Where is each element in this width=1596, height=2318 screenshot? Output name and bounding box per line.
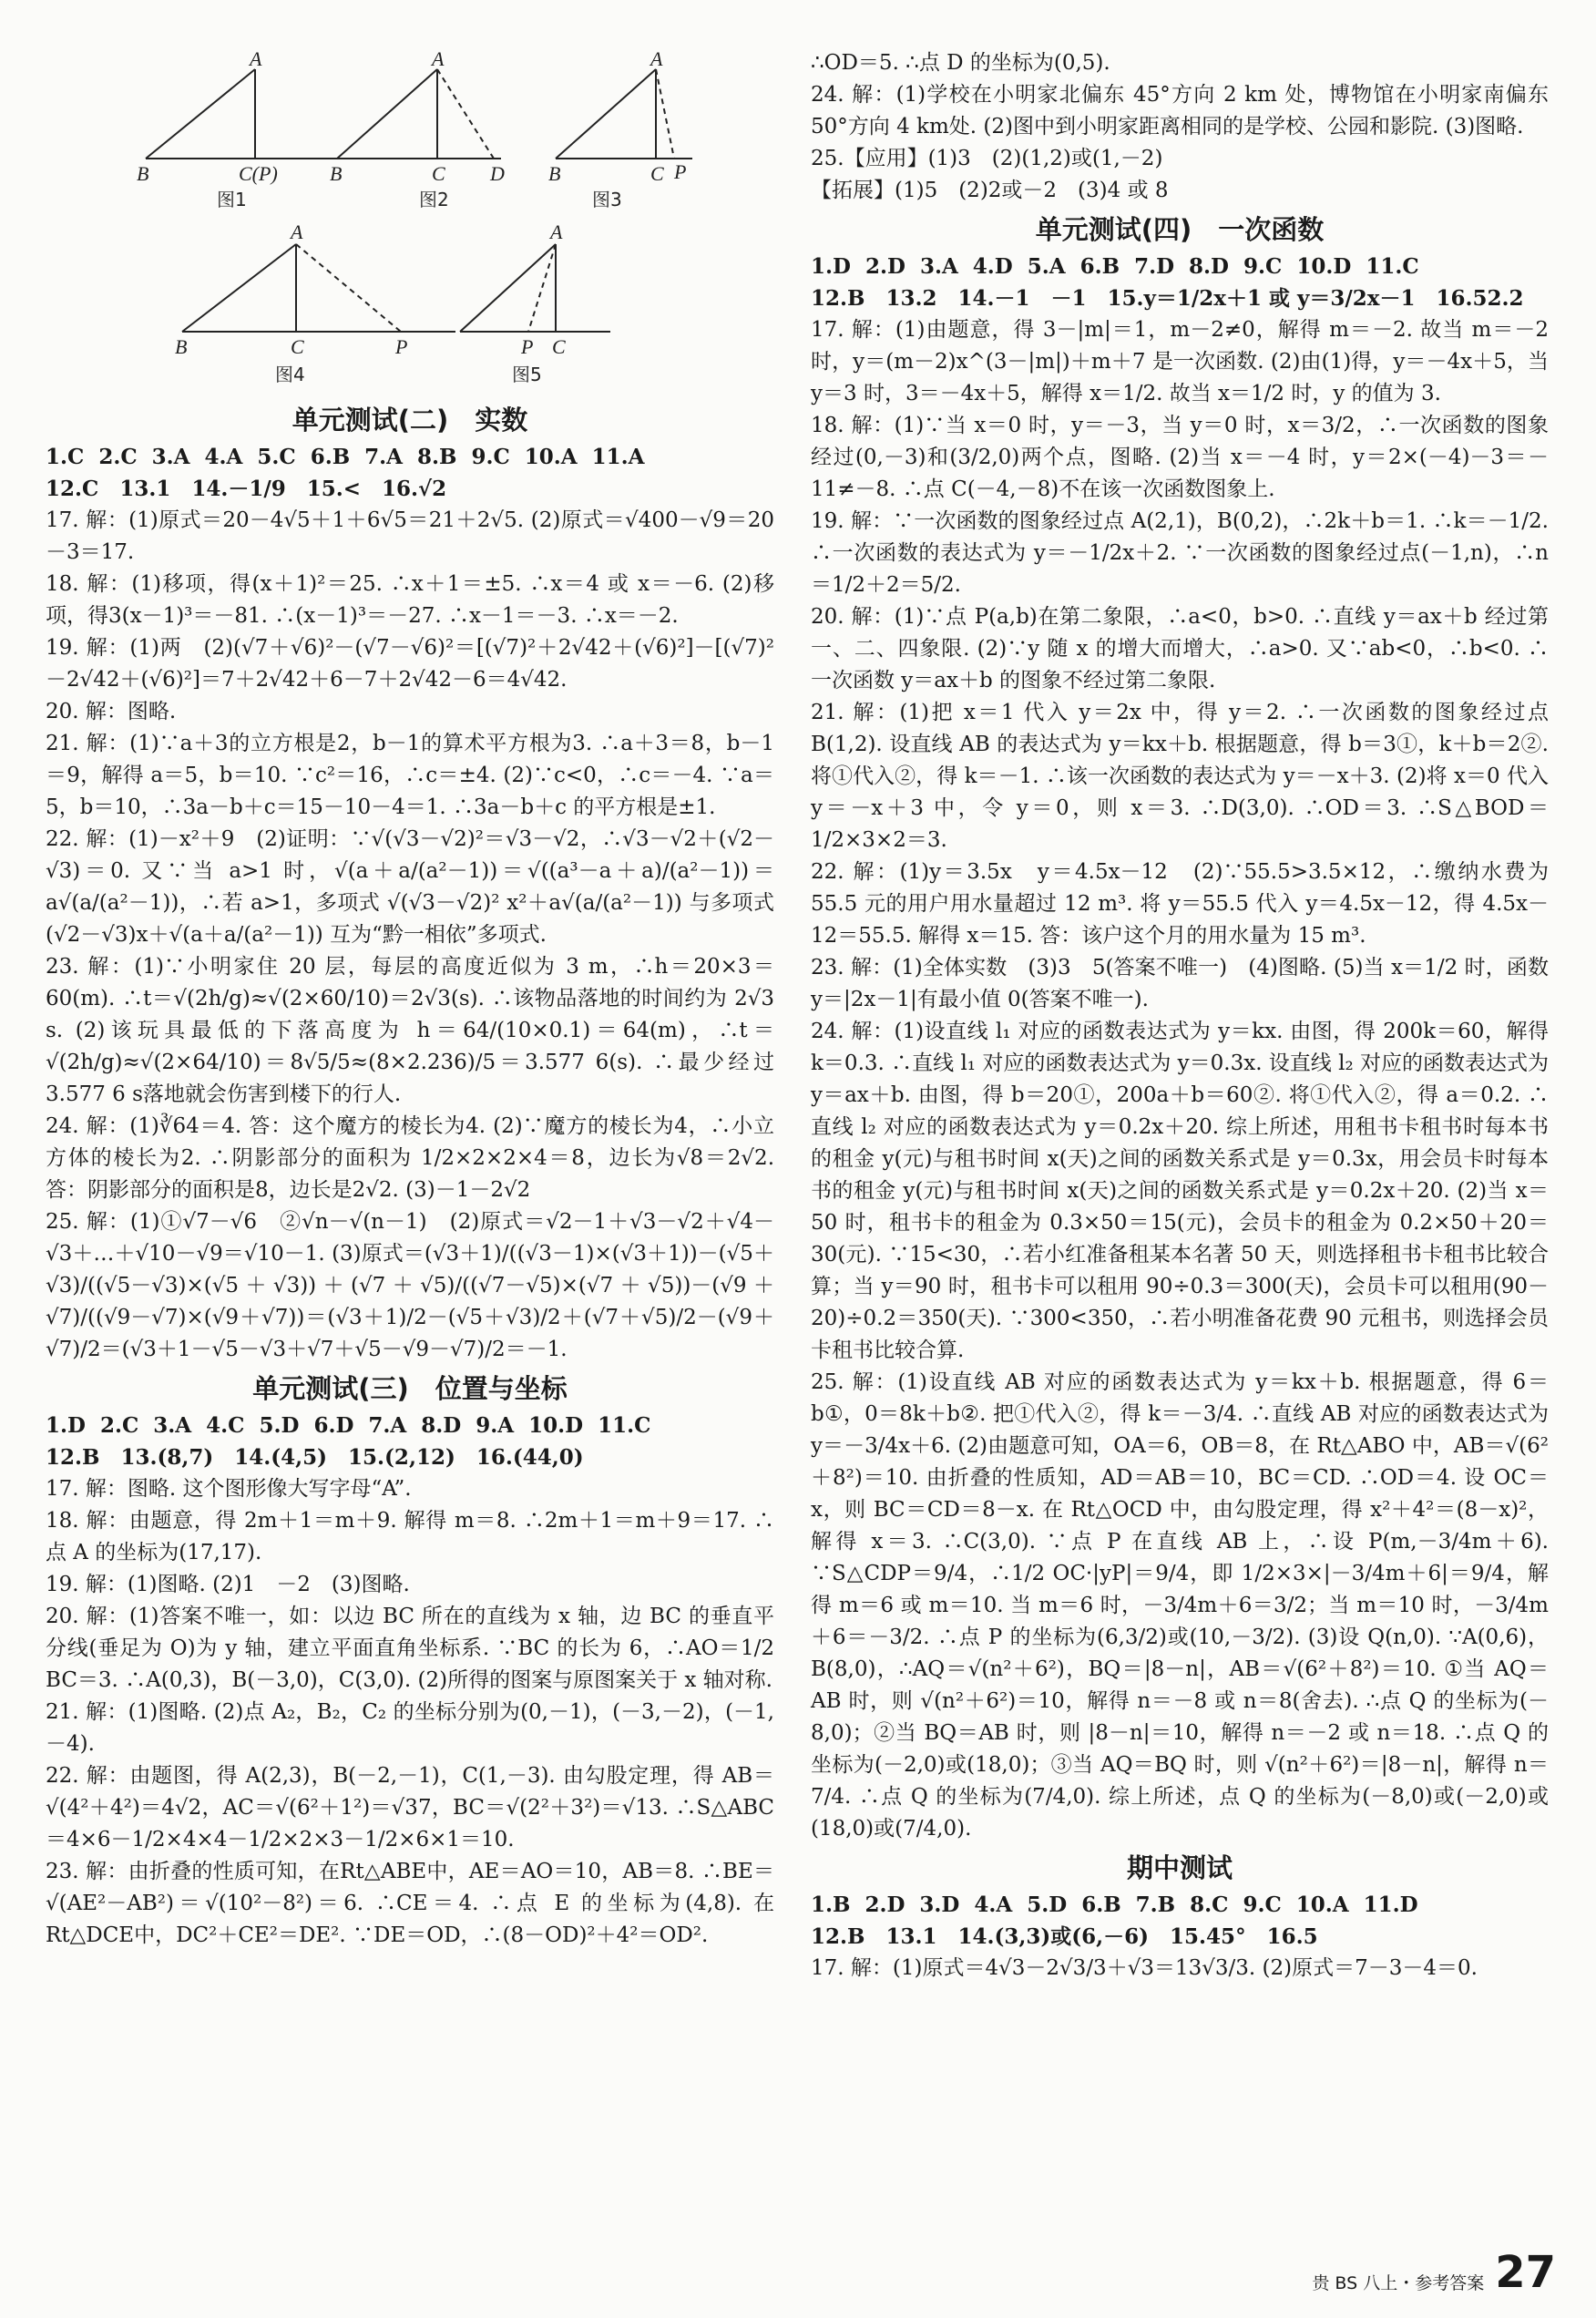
answer-item: 22. 解：(1)－x²＋9 (2)证明：∵√(√3－√2)²＝√3－√2，∴√3－√2＋(√2－√3)＝0. 又∵当 a>1 时，√(a＋a/(a²－1))＝√((a³－a＋a)/(a²－1))＝a√(a/(a²－1))，∴若 a>1，多项式 √(√3－√2)² x²＋a√(a/(a²－1)) 与多项式 (√2－√3)x＋√(a＋a/(a²－1)) 互为“黔一相依”多项式. — [46, 827, 774, 947]
answer-item: 【拓展】(1)5 (2)2或－2 (3)4 或 8 — [811, 179, 1169, 202]
answer-item: 21. 解：(1)∵a＋3的立方根是2，b－1的算术平方根为3. ∴a＋3＝8，b－1＝9，解得 a＝5，b＝10. ∵c²＝16，∴c＝±4. (2)∵c<0，∴c＝－4. ∵a＝5，b＝10，∴3a－b＋c＝15－10－4＝1. ∴3a－b＋c 的平方根是±1. — [46, 732, 774, 819]
answer-item: 23. 解：由折叠的性质可知，在Rt△ABE中，AE＝AO＝10，AB＝8. ∴BE＝√(AE²－AB²)＝√(10²－8²)＝6. ∴CE＝4. ∴点 E 的坐标为(4,8). 在Rt△DCE中，DC²＋CE²＝DE². ∵DE＝OD，∴(8－OD)²＋4²＝OD². — [46, 1860, 774, 1947]
answer-item: 21. 解：(1)图略. (2)点 A₂，B₂，C₂ 的坐标分别为(0,－1)，(－3,－2)，(－1,－4). — [46, 1700, 774, 1756]
answer-item: 24. 解：(1)设直线 l₁ 对应的函数表达式为 y＝kx. 由图，得 200k＝60，解得 k＝0.3. ∴直线 l₁ 对应的函数表达式为 y＝0.3x. 设直线 l₂ 对应的函数表达式为 y＝ax＋b. 由图，得 b＝20①，200a＋b＝60②. 将①代入②，得 a＝0.2. ∴直线 l₂ 对应的函数表达式为 y＝0.2x＋20. 综上所述，用租书卡租书时每本书的租金 y(元)与租书时间 x(天)之间的函数关系式是 y＝0.3x，用会员卡时每本书的租金 y(元)与租书时间 x(天)之间的函数关系式是 y＝0.2x＋20. (2)当 x＝50 时，租书卡的租金为 0.3×50＝15(元)，会员卡的租金为 0.2×50＋20＝30(元). ∵15<30，∴若小红准备租某本名著 50 天，则选择租书卡租书比较合算；当 y＝90 时，租书卡可以租用 90÷0.3＝300(天)，会员卡可以租用(90－20)÷0.2＝350(天). ∵300<350，∴若小明准备花费 90 元租书，则选择会员卡租书比较合算. — [811, 1020, 1550, 1362]
midterm-answers-row1: 1.B 2.D 3.D 4.A 5.D 6.B 7.B 8.C 9.C 10.A 11.D — [811, 1892, 1418, 1917]
f5-label: P — [521, 335, 534, 358]
answer-item: 18. 解：(1)∵当 x＝0 时，y＝－3，当 y＝0 时，x＝3/2，∴一次函数的图象经过(0,－3)和(3/2,0)两个点，图略. (2)当 x＝－4 时，y＝2×(－4)－3＝－11≠－8. ∴点 C(－4,－8)不在该一次函数图象上. — [811, 414, 1549, 501]
geometry-figures — [46, 51, 774, 397]
unit2-answers-row1: 1.C 2.C 3.A 4.A 5.C 6.B 7.A 8.B 9.C 10.A 11.A — [46, 445, 645, 469]
f2-label: B — [330, 162, 343, 185]
figure-caption: 图5 — [512, 364, 542, 385]
f2-label: C — [432, 162, 445, 185]
f5-label: C — [552, 335, 566, 358]
f1-label: C(P) — [239, 162, 278, 185]
f1-label: B — [137, 162, 149, 185]
footer-label: 贵 BS 八上・参考答案 — [1312, 2273, 1485, 2293]
answer-item: 25.【应用】(1)3 (2)(1,2)或(1,－2) — [811, 147, 1163, 170]
answer-item: 17. 解：(1)由题意，得 3－|m|＝1，m－2≠0，解得 m＝－2. 故当 m＝－2 时，y＝(m－2)x^(3－|m|)＋m＋7 是一次函数. (2)由(1)得，y＝－4x＋5，当 y＝3 时，3＝－4x＋5，解得 x＝1/2. 故当 x＝1/2 时，y 的值为 3. — [811, 318, 1549, 405]
right-column — [811, 47, 1549, 1985]
unit2-title: 单元测试(二) 实数 — [292, 405, 528, 436]
f3-label: A — [650, 51, 663, 70]
page-footer — [1312, 2247, 1556, 2298]
midterm-answers-row2: 12.B 13.1 14.(3,3)或(6,－6) 15.45° 16.5 — [811, 1924, 1318, 1949]
f5-label: A — [550, 221, 563, 243]
f1-label: A — [250, 51, 262, 70]
answer-item: 17. 解：图略. 这个图形像大写字母“A”. — [46, 1477, 412, 1501]
unit4-answers-row2: 12.B 13.2 14.－1 －1 15.y＝1/2x＋1 或 y＝3/2x－1 16.52.2 — [811, 286, 1524, 311]
f4-label: B — [175, 335, 188, 358]
f4-label: C — [291, 335, 304, 358]
figure-group — [46, 51, 774, 397]
answer-item: 23. 解：(1)∵小明家住 20 层，每层的高度近似为 3 m，∴h＝20×3＝60(m). ∴t＝√(2h/g)≈√(2×60/10)＝2√3(s). ∴该物品落地的时间约为 2√3 s. (2)该玩具最低的下落高度为 h＝64/(10×0.1)＝64(m)，∴t＝√(2h/g)≈√(2×64/10)＝8√5/5≈(8×2.236)/5＝3.577 6(s). ∴最少经过 3.577 6 s落地就会伤害到楼下的行人. — [46, 955, 774, 1106]
f4-label: P — [395, 335, 408, 358]
figure-caption: 图3 — [592, 189, 622, 210]
answer-item: 19. 解：(1)两 (2)(√7＋√6)²－(√7－√6)²＝[(√7)²＋2√42＋(√6)²]－[(√7)²－2√42＋(√6)²]＝7＋2√42＋6－7＋2√42－6＝4√42. — [46, 636, 774, 692]
answer-item: 18. 解：由题意，得 2m＋1＝m＋9. 解得 m＝8. ∴2m＋1＝m＋9＝17. ∴点 A 的坐标为(17,17). — [46, 1509, 774, 1564]
unit3-answers-row1: 1.D 2.C 3.A 4.C 5.D 6.D 7.A 8.D 9.A 10.D 11.C — [46, 1413, 651, 1438]
f3-label: P — [674, 160, 687, 183]
page-number: 27 — [1495, 2247, 1556, 2298]
f3-label: C — [650, 162, 664, 185]
unit2-answers-row2: 12.C 13.1 14.－1/9 15.< 16.√2 — [46, 477, 447, 501]
answer-item: 19. 解：∵一次函数的图象经过点 A(2,1)，B(0,2)，∴2k＋b＝1. ∴k＝－1/2. ∴一次函数的表达式为 y＝－1/2x＋2. ∵一次函数的图象经过点(－1,n)，∴n＝1/2＋2＝5/2. — [811, 509, 1549, 597]
answer-item: 24. 解：(1)学校在小明家北偏东 45°方向 2 km 处，博物馆在小明家南偏东 50°方向 4 km处. (2)图中到小明家距离相同的是学校、公园和影院. (3)图略. — [811, 83, 1549, 138]
unit4-answers-row1: 1.D 2.D 3.A 4.D 5.A 6.B 7.D 8.D 9.C 10.D 11.C — [811, 254, 1419, 279]
f3-label: B — [548, 162, 561, 185]
answer-item: ∴OD＝5. ∴点 D 的坐标为(0,5). — [811, 51, 1110, 75]
answer-item: 20. 解：图略. — [46, 700, 177, 723]
answer-item: 20. 解：(1)答案不唯一，如：以边 BC 所在的直线为 x 轴，边 BC 的垂直平分线(垂足为 O)为 y 轴，建立平面直角坐标系. ∵BC 的长为 6，∴AO＝1/2 BC＝3. ∴A(0,3)，B(－3,0)，C(3,0). (2)所得的图案与原图案关于 x 轴对称. — [46, 1605, 774, 1692]
answer-item: 17. 解：(1)原式＝20－4√5＋1＋6√5＝21＋2√5. (2)原式＝√400－√9＝20－3＝17. — [46, 508, 774, 564]
answer-item: 25. 解：(1)①√7－√6 ②√n－√(n－1) (2)原式＝√2－1＋√3－√2＋√4－√3＋…＋√10－√9＝√10－1. (3)原式＝(√3＋1)/((√3－1)×(√3＋1))－(√5＋√3)/((√5－√3)×(√5＋√3))＋(√7＋√5)/((√7－√5)×(√7＋√5))－(√9＋√7)/((√9－√7)×(√9＋√7))＝(√3＋1)/2－(√5＋√3)/2＋(√7＋√5)/2－(√9＋√7)/2＝(√3＋1－√5－√3＋√7＋√5－√9－√7)/2＝－1. — [46, 1210, 774, 1361]
answer-item: 24. 解：(1)∛64＝4. 答：这个魔方的棱长为4. (2)∵魔方的棱长为4，∴小立方体的棱长为2. ∴阴影部分的面积为 1/2×2×2×4＝8，边长为√8＝2√2. 答：阴影部分的面积是8，边长是2√2. (3)－1－2√2 — [46, 1114, 774, 1202]
unit3-answers-row2: 12.B 13.(8,7) 14.(4,5) 15.(2,12) 16.(44,0) — [46, 1445, 584, 1470]
unit3-title: 单元测试(三) 位置与坐标 — [252, 1373, 568, 1404]
f2-label: D — [490, 162, 505, 185]
answer-item: 25. 解：(1)设直线 AB 对应的函数表达式为 y＝kx＋b. 根据题意，得 6＝b①，0＝8k＋b②. 把①代入②，得 k＝－3/4. ∴直线 AB 对应的函数表达式为 y＝－3/4x＋6. (2)由题意可知，OA＝6，OB＝8，在 Rt△ABO 中，AB＝√(6²＋8²)＝10. 由折叠的性质知，AD＝AB＝10，BC＝CD. ∴OD＝4. 设 OC＝x，则 BC＝CD＝8－x. 在 Rt△OCD 中，由勾股定理，得 x²＋4²＝(8－x)²，解得 x＝3. ∴C(3,0). ∵点 P 在直线 AB 上，∴设 P(m,－3/4m＋6). ∵S△CDP＝9/4，∴1/2 OC·|yP|＝9/4，即 1/2×3×|－3/4m＋6|＝9/4，解得 m＝6 或 m＝10. 当 m＝6 时，－3/4m＋6＝3/2；当 m＝10 时，－3/4m＋6＝－3/2. ∴点 P 的坐标为(6,3/2)或(10,－3/2). (3)设 Q(n,0). ∵A(0,6)，B(8,0)，∴AQ＝√(n²＋6²)，BQ＝|8－n|，AB＝√(6²＋8²)＝10. ①当 AQ＝AB 时，则 √(n²＋6²)＝10，解得 n＝－8 或 n＝8(舍去). ∴点 Q 的坐标为(－8,0)；②当 BQ＝AB 时，则 |8－n|＝10，解得 n＝－2 或 n＝18. ∴点 Q 的坐标为(－2,0)或(18,0)；③当 AQ＝BQ 时，则 √(n²＋6²)＝|8－n|，解得 n＝7/4. ∴点 Q 的坐标为(7/4,0). 综上所述，点 Q 的坐标为(－8,0)或(－2,0)或(18,0)或(7/4,0). — [811, 1370, 1549, 1841]
f2-label: A — [432, 51, 445, 70]
figure-caption: 图4 — [275, 364, 305, 385]
midterm-title: 期中测试 — [1126, 1852, 1233, 1883]
answer-item: 22. 解：由题图，得 A(2,3)，B(－2,－1)，C(1,－3). 由勾股定理，得 AB＝√(4²＋4²)＝4√2，AC＝√(6²＋1²)＝√37，BC＝√(2²＋3²)＝√13. ∴S△ABC＝4×6－1/2×4×4－1/2×2×3－1/2×6×1＝10. — [46, 1764, 774, 1851]
answer-item: 23. 解：(1)全体实数 (3)3 5(答案不唯一) (4)图略. (5)当 x＝1/2 时，函数 y＝|2x－1|有最小值 0(答案不唯一). — [811, 956, 1549, 1011]
answer-item: 17. 解：(1)原式＝4√3－2√3/3＋√3＝13√3/3. (2)原式＝7－3－4＝0. — [811, 1956, 1478, 1980]
answer-item: 18. 解：(1)移项，得(x＋1)²＝25. ∴x＋1＝±5. ∴x＝4 或 x＝－6. (2)移项，得3(x－1)³＝－81. ∴(x－1)³＝－27. ∴x－1＝－3. ∴x＝－2. — [46, 572, 774, 628]
unit4-title: 单元测试(四) 一次函数 — [1035, 214, 1325, 245]
left-column — [46, 51, 774, 1952]
answer-item: 20. 解：(1)∵点 P(a,b)在第二象限，∴a<0，b>0. ∴直线 y＝ax＋b 经过第一、二、四象限. (2)∵y 随 x 的增大而增大，∴a>0. 又∵ab<0，∴b<0. ∴一次函数 y＝ax＋b 的图象不经过第二象限. — [811, 605, 1549, 692]
answer-item: 19. 解：(1)图略. (2)1 －2 (3)图略. — [46, 1573, 410, 1596]
answer-item: 22. 解：(1)y＝3.5x y＝4.5x－12 (2)∵55.5>3.5×12，∴缴纳水费为 55.5 元的用户用水量超过 12 m³. 将 y＝55.5 代入 y＝4.5x－12，得 4.5x－12＝55.5. 解得 x＝15. 答：该户这个月的用水量为 15 m³. — [811, 860, 1549, 948]
f4-label: A — [291, 221, 303, 243]
figure-caption: 图2 — [419, 189, 449, 210]
figure-caption: 图1 — [217, 189, 247, 210]
answer-item: 21. 解：(1)把 x＝1 代入 y＝2x 中，得 y＝2. ∴一次函数的图象经过点 B(1,2). 设直线 AB 的表达式为 y＝kx＋b. 根据题意，得 b＝3①，k＋b＝2②. 将①代入②，得 k＝－1. ∴该一次函数的表达式为 y＝－x＋3. (2)将 x＝0 代入 y＝－x＋3 中，令 y＝0，则 x＝3. ∴D(3,0). ∴OD＝3. ∴S△BOD＝1/2×3×2＝3. — [811, 701, 1549, 852]
